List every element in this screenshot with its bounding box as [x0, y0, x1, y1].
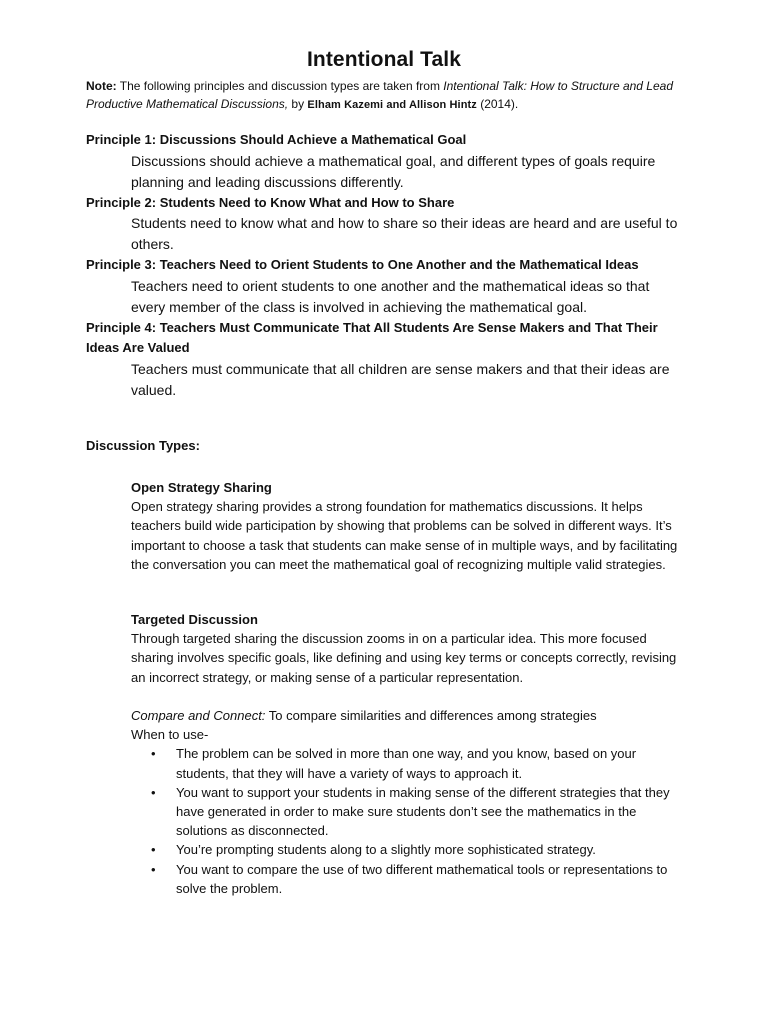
- targeted-section: [131, 610, 691, 687]
- principle-1-body: Discussions should achieve a mathematical goal, and different types of goals require planning and leading discussions differently.: [131, 152, 656, 190]
- bullet-icon: •: [151, 861, 156, 877]
- list-item: [131, 783, 691, 841]
- principle-1-heading: Principle 1: Discussions Should Achieve a Mathematical Goal: [86, 132, 467, 147]
- compare-connect-line: [131, 706, 691, 725]
- open-strategy-section: [131, 478, 691, 574]
- principles-list: [86, 130, 686, 401]
- note-book-title: Intentional Talk: How to Structure and Lead Productive Mathematical Discussions,: [86, 79, 673, 111]
- list-item: [131, 744, 691, 782]
- targeted-body: Through targeted sharing the discussion zooms in on a particular idea. This more focused sharing involves specific goals, like defining and using key terms or concepts correctly, revising an incorrect strategy, or making sense of a particular representation.: [131, 631, 677, 685]
- open-strategy-body: Open strategy sharing provides a strong foundation for mathematics discussions. It helps teachers build wide participation by showing that problems can be solved in different ways. It’s important to choose a task that students can make sense of in multiple ways, and by facilitating the conversation you can meet the mathematical goal of recognizing multiple valid strategies.: [131, 499, 678, 572]
- bullet-icon: •: [151, 746, 156, 762]
- document-title: Intentional Talk: [306, 48, 462, 71]
- list-item-text: You’re prompting students along to a slightly more sophisticated strategy.: [176, 842, 596, 858]
- note-authors: Elham Kazemi and Allison Hintz: [307, 99, 477, 111]
- discussion-types-heading: Discussion Types:: [86, 438, 200, 453]
- compare-connect-description: To compare similarities and differences among strategies: [265, 708, 597, 723]
- note-year: (2014).: [476, 97, 519, 111]
- list-item-text: You want to support your students in making sense of the different strategies that they have generated in order to make sure students don’t see the mathematics in the solutions as disconnected.: [176, 784, 670, 839]
- compare-connect-title: Compare and Connect:: [131, 708, 266, 723]
- note-label: Note:: [86, 79, 117, 93]
- principle-4-heading: Principle 4: Teachers Must Communicate That All Students Are Sense Makers and That Their Ideas Are Valued: [86, 319, 658, 355]
- bullet-icon: •: [151, 784, 156, 800]
- principle-2-body: Students need to know what and how to share so their ideas are heard and are useful to others.: [131, 215, 678, 252]
- list-item-text: The problem can be solved in more than one way, and you know, based on your students, that they will have a variety of ways to approach it.: [176, 746, 637, 781]
- when-to-use-list: [131, 744, 691, 898]
- list-item: [131, 860, 691, 898]
- principle-2-heading: Principle 2: Students Need to Know What and How to Share: [86, 194, 455, 210]
- note-text: The following principles and discussion types are taken from: [116, 79, 444, 93]
- principle-4-body: Teachers must communicate that all children are sense makers and that their ideas are valued.: [131, 360, 670, 398]
- list-item: [131, 840, 691, 859]
- open-strategy-title: Open Strategy Sharing: [131, 480, 272, 495]
- when-to-use-label: When to use-: [131, 727, 209, 743]
- targeted-title: Targeted Discussion: [131, 612, 258, 627]
- compare-connect-section: [131, 706, 691, 898]
- note-paragraph: [86, 77, 686, 114]
- principle-3-heading: Principle 3: Teachers Need to Orient Students to One Another and the Mathematical Ideas: [86, 257, 639, 272]
- list-item-text: You want to compare the use of two different mathematical tools or representations to solve the problem.: [176, 861, 668, 896]
- bullet-icon: •: [151, 842, 156, 858]
- principle-3-body: Teachers need to orient students to one another and the mathematical ideas so that every member of the class is involved in achieving the mathematical goal.: [131, 277, 650, 315]
- note-by: by: [288, 97, 308, 111]
